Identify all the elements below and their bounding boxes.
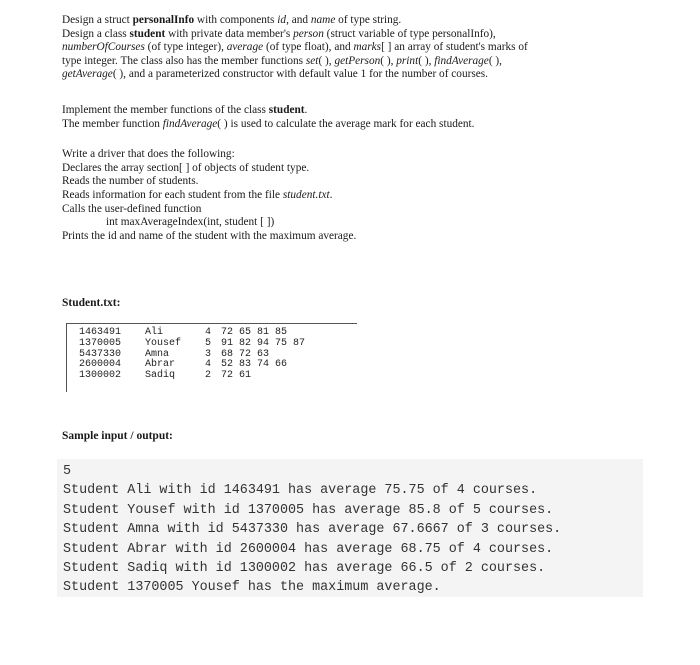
text-line: numberOfCourses (of type integer), average (of type float), and marks[ ] an array of student's marks of: [62, 41, 528, 54]
file-row: 1370005 Yousef 5 91 82 94 75 87: [79, 337, 306, 349]
file-contents: [66, 323, 357, 392]
output-line: Student Ali with id 1463491 has average 75.75 of 4 courses.: [63, 483, 538, 499]
text-line: Prints the id and name of the student with the maximum average.: [62, 229, 357, 242]
text-line: Design a struct personalInfo with components id, and name of type string.: [62, 14, 402, 26]
output-line: 5: [63, 464, 72, 479]
function-signature: int maxAverageIndex(int, student [ ]): [106, 216, 275, 229]
paragraph-driver: [62, 148, 652, 243]
text-line: Calls the user-defined function: [62, 202, 202, 215]
paragraph-design: [62, 14, 652, 82]
text-line: Write a driver that does the following:: [62, 148, 235, 161]
file-title: Student.txt:: [62, 297, 121, 309]
file-row: 5437330 Amna 3 68 72 63: [79, 348, 270, 360]
text-line: Reads information for each student from the file student.txt.: [62, 188, 333, 201]
text-line: Design a class student with private data member's person (struct variable of type personalInfo),: [62, 27, 496, 40]
text-line: The member function findAverage( ) is used to calculate the average mark for each student.: [62, 117, 475, 130]
file-row: 2600004 Abrar 4 52 83 74 66: [79, 359, 288, 371]
text-line: Declares the array section[ ] of objects of student type.: [62, 161, 310, 174]
file-row: 1300002 Sadiq 2 72 61: [79, 370, 252, 382]
sample-output: [57, 459, 643, 597]
output-line: Student 1370005 Yousef has the maximum average.: [63, 580, 441, 596]
output-line: Student Sadiq with id 1300002 has average 66.5 of 2 courses.: [63, 561, 546, 577]
output-line: Student Amna with id 5437330 has average 67.6667 of 3 courses.: [63, 522, 562, 538]
text-line: Reads the number of students.: [62, 175, 199, 188]
assignment-text: [62, 14, 652, 243]
output-line: Student Yousef with id 1370005 has average 85.8 of 5 courses.: [63, 502, 554, 518]
text-line: Implement the member functions of the class student.: [62, 103, 308, 116]
text-line: type integer. The class also has the member functions set( ), getPerson( ), print( ), findAverage( ),: [62, 54, 503, 67]
file-row: 1463491 Ali 4 72 65 81 85: [79, 327, 288, 338]
output-line: Student Abrar with id 2600004 has average 68.75 of 4 courses.: [63, 541, 554, 557]
paragraph-implement: [62, 104, 652, 131]
text-line: getAverage( ), and a parameterized constructor with default value 1 for the number of courses.: [62, 68, 488, 81]
sample-title: Sample input / output:: [62, 430, 173, 442]
